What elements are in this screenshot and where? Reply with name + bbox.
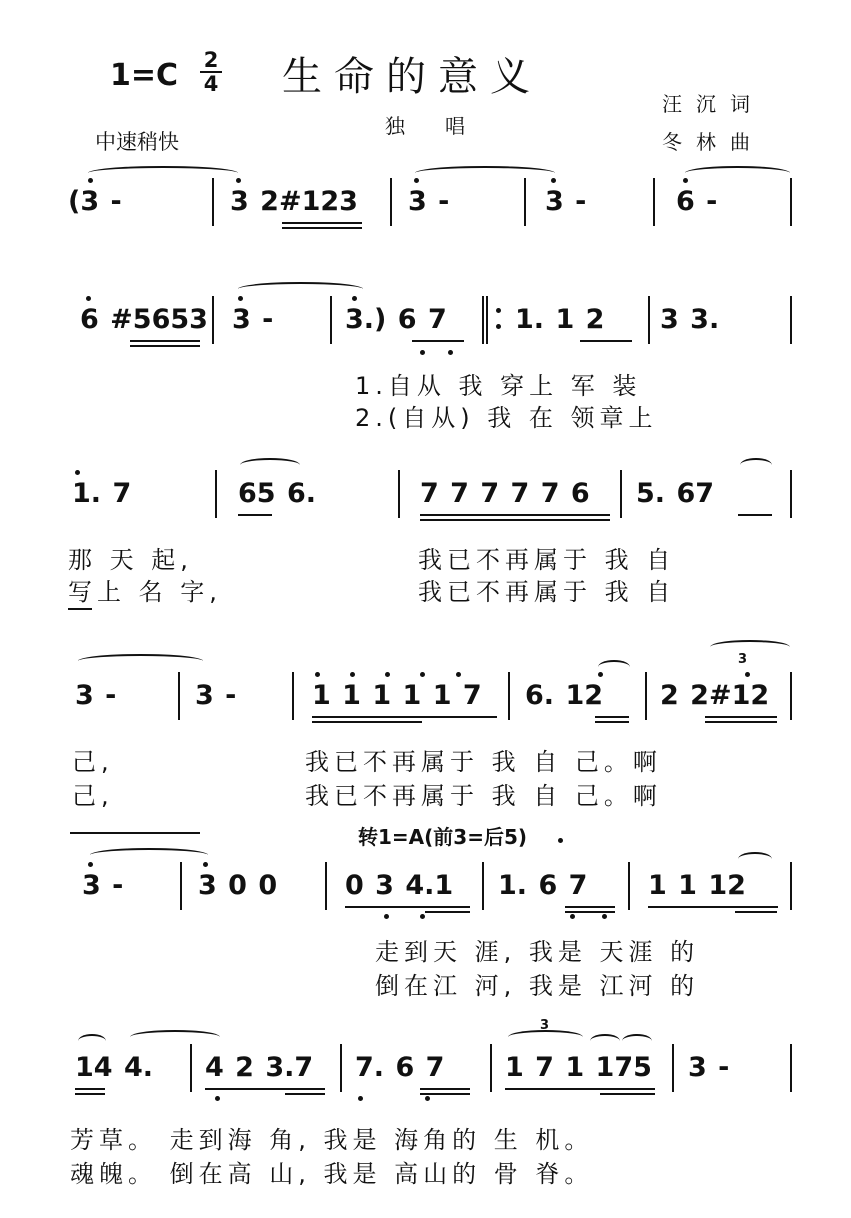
measure: 3 - [82,870,124,901]
tempo-marking: 中速稍快 [95,130,179,154]
measure: 65 6. [238,478,317,509]
key-signature: 1=C [110,58,179,93]
lyric-line-2b: 我已不再属于 我 自 己。啊 [305,782,662,810]
measure: 7 7 7 7 7 6 [420,478,590,509]
lyric-line-1a: 己, [72,748,114,776]
lyric-line-2b: 我已不再属于 我 自 [418,578,676,606]
meter-bottom: 4 [203,72,219,96]
performance-marking: 独唱 [385,114,505,138]
key-change-marking: 转1=A(前3=后5) [358,825,528,849]
measure: 7. 6 7 [355,1052,445,1083]
meter-top: 2 [203,48,219,72]
lyric-line-1: 走到天 涯, 我是 天涯 的 [375,938,700,966]
measure: 3 0 0 [198,870,278,901]
lyricist-credit: 汪沉词 [662,92,764,116]
measure: (3 - [68,186,122,217]
measure: 3 - [408,186,450,217]
measure: 3 3. [660,304,720,335]
measure: 1 1 12 [648,870,746,901]
song-title: 生命的意义 [282,54,542,100]
measure: 6 - [676,186,718,217]
lyric-line-1b: 我已不再属于 我 自 己。啊 [305,748,662,776]
measure: 1 1 1 1 1 7 [312,680,482,711]
lyric-line-2: 魂魄。 倒在高 山, 我是 高山的 骨 脊。 [70,1160,594,1188]
measure: 3 - [75,680,117,711]
measure: 3 - [688,1052,730,1083]
time-signature [200,50,222,94]
lyric-line-2: 2.(自从) 我 在 领章上 [355,404,658,432]
lyric-line-1: 1.自从 我 穿上 军 装 [355,372,642,400]
measure: 3.) 6 7 [345,304,447,335]
measure: 1. 7 [72,478,132,509]
composer-credit: 冬林曲 [662,130,764,154]
measure: 2 2#12 [660,680,770,711]
measure: 3 - [545,186,587,217]
measure: 3 2#123 [230,186,358,217]
measure: 1 7 1 175 [505,1052,652,1083]
lyric-line-2a: 写上 名 字, [68,578,222,606]
lyric-line-1: 芳草。 走到海 角, 我是 海角的 生 机。 [70,1126,594,1154]
measure: 1. 1 2 [515,304,605,335]
measure: 6 #5653 [80,304,208,335]
measure: 6. 12 [525,680,604,711]
measure: 4 2 3.7 [205,1052,314,1083]
lyric-line-2: 倒在江 河, 我是 江河 的 [375,972,700,1000]
lyric-line-1a: 那 天 起, [68,546,193,574]
measure: 3 - [195,680,237,711]
lyric-line-1b: 我已不再属于 我 自 [418,546,676,574]
measure: 0 3 4.1 [345,870,454,901]
measure: 5. 67 [636,478,715,509]
measure: 14 4. [75,1052,154,1083]
measure: 1. 6 7 [498,870,588,901]
score-page: 1=C 2 4 生命的意义 汪沉词 冬林曲 中速稍快 独唱 (3 - 3 2#123 3 - 3 - 6 - 6 #5653 3 - 3.) 6 7 1. 1 2 3 3. 1.自从 我 穿上 军 装 2.(自从) 我 在 领章上 1. 7 65 6. 7 7 7 7 7 6 5. 67 那 天 起, 我已不再属于 我 自 写上 名 字, 我已不再属于 我 自 3 - 3 - 1 1 1 1 1 7 6. 12 2 2#12 3 己, 我已不再属于 我 自 己。啊 己, 我已不再属于 我 自 己。啊 转1=A(前3=后5) 3 - 3 0 0 0 3 4.1 1. 6 7 1 1 12 走到天 涯, 我是 天涯 的 倒在江 河, 我是 江河 的 14 4. 4 2 3.7 7. 6 7 1 7 1 175 3 - 3 芳草。 走到海 角, 我是 海角的 生 机。 魂魄。 倒在高 山, 我是 高山的 骨 脊。 [0,0,851,1218]
lyric-line-2a: 己, [72,782,114,810]
measure: 3 - [232,304,274,335]
